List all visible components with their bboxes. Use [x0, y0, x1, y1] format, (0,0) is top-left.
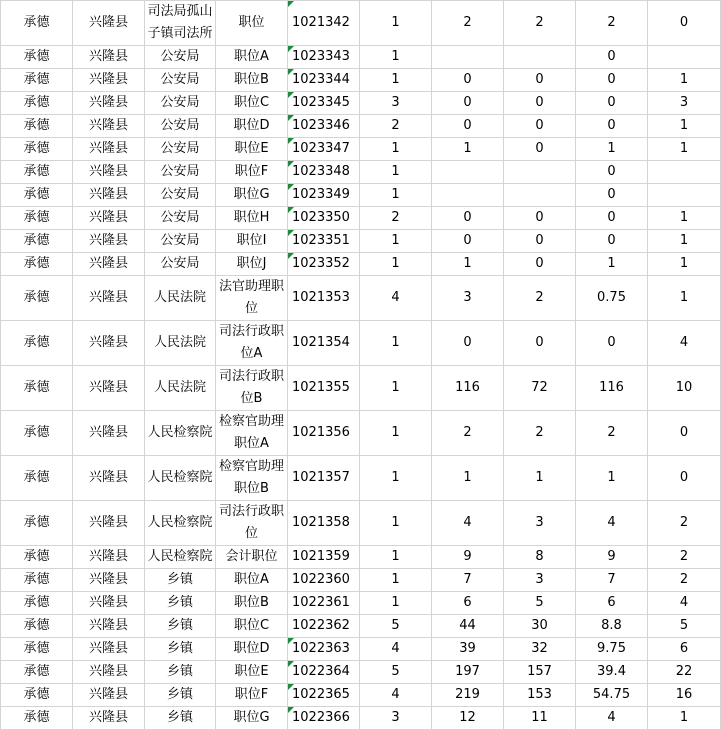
unit-cell[interactable]: 人民法院	[145, 321, 216, 366]
applicants-cell[interactable]: 2	[432, 1, 504, 46]
applicants-cell[interactable]: 1	[432, 456, 504, 501]
ratio-cell[interactable]: 0	[576, 230, 648, 253]
other-count-cell[interactable]: 1	[648, 707, 721, 730]
position-cell[interactable]: 职位A	[216, 569, 288, 592]
other-count-cell[interactable]	[648, 184, 721, 207]
county-cell[interactable]: 兴隆县	[73, 569, 145, 592]
county-cell[interactable]: 兴隆县	[73, 638, 145, 661]
county-cell[interactable]: 兴隆县	[73, 321, 145, 366]
other-count-cell[interactable]	[648, 46, 721, 69]
plan-count-cell[interactable]: 1	[360, 321, 432, 366]
county-cell[interactable]: 兴隆县	[73, 1, 145, 46]
city-cell[interactable]: 承德	[1, 661, 73, 684]
approved-cell[interactable]: 0	[504, 253, 576, 276]
applicants-cell[interactable]: 219	[432, 684, 504, 707]
ratio-cell[interactable]: 4	[576, 707, 648, 730]
city-cell[interactable]: 承德	[1, 592, 73, 615]
approved-cell[interactable]: 11	[504, 707, 576, 730]
code-cell[interactable]: 1021353	[288, 276, 360, 321]
applicants-cell[interactable]: 0	[432, 92, 504, 115]
approved-cell[interactable]: 0	[504, 138, 576, 161]
unit-cell[interactable]: 公安局	[145, 230, 216, 253]
approved-cell[interactable]: 1	[504, 456, 576, 501]
position-cell[interactable]: 职位D	[216, 638, 288, 661]
table-row[interactable]	[1, 707, 721, 730]
county-cell[interactable]: 兴隆县	[73, 615, 145, 638]
city-cell[interactable]: 承德	[1, 707, 73, 730]
plan-count-cell[interactable]: 1	[360, 366, 432, 411]
county-cell[interactable]: 兴隆县	[73, 161, 145, 184]
table-row[interactable]	[1, 684, 721, 707]
county-cell[interactable]: 兴隆县	[73, 115, 145, 138]
unit-cell[interactable]: 公安局	[145, 138, 216, 161]
code-cell[interactable]: 1022363	[288, 638, 360, 661]
city-cell[interactable]: 承德	[1, 92, 73, 115]
ratio-cell[interactable]: 9.75	[576, 638, 648, 661]
position-cell[interactable]: 职位F	[216, 161, 288, 184]
ratio-cell[interactable]: 0	[576, 207, 648, 230]
city-cell[interactable]: 承德	[1, 501, 73, 546]
other-count-cell[interactable]: 4	[648, 321, 721, 366]
plan-count-cell[interactable]: 1	[360, 411, 432, 456]
code-cell[interactable]: 1023348	[288, 161, 360, 184]
plan-count-cell[interactable]: 1	[360, 1, 432, 46]
city-cell[interactable]: 承德	[1, 569, 73, 592]
code-cell[interactable]: 1021358	[288, 501, 360, 546]
applicants-cell[interactable]: 4	[432, 501, 504, 546]
table-row[interactable]	[1, 46, 721, 69]
ratio-cell[interactable]: 54.75	[576, 684, 648, 707]
city-cell[interactable]: 承德	[1, 184, 73, 207]
other-count-cell[interactable]: 2	[648, 569, 721, 592]
applicants-cell[interactable]: 0	[432, 115, 504, 138]
table-row[interactable]	[1, 276, 721, 321]
other-count-cell[interactable]: 10	[648, 366, 721, 411]
unit-cell[interactable]: 公安局	[145, 46, 216, 69]
code-cell[interactable]: 1022361	[288, 592, 360, 615]
table-row[interactable]	[1, 69, 721, 92]
city-cell[interactable]: 承德	[1, 253, 73, 276]
ratio-cell[interactable]: 9	[576, 546, 648, 569]
plan-count-cell[interactable]: 2	[360, 207, 432, 230]
county-cell[interactable]: 兴隆县	[73, 411, 145, 456]
unit-cell[interactable]: 乡镇	[145, 707, 216, 730]
other-count-cell[interactable]: 1	[648, 138, 721, 161]
code-cell[interactable]: 1023349	[288, 184, 360, 207]
code-cell[interactable]: 1021342	[288, 1, 360, 46]
position-cell[interactable]: 职位F	[216, 684, 288, 707]
code-cell[interactable]: 1023345	[288, 92, 360, 115]
position-cell[interactable]: 职位B	[216, 69, 288, 92]
ratio-cell[interactable]: 0	[576, 161, 648, 184]
applicants-cell[interactable]: 2	[432, 411, 504, 456]
ratio-cell[interactable]: 8.8	[576, 615, 648, 638]
ratio-cell[interactable]: 0	[576, 46, 648, 69]
other-count-cell[interactable]: 5	[648, 615, 721, 638]
unit-cell[interactable]: 公安局	[145, 184, 216, 207]
plan-count-cell[interactable]: 4	[360, 684, 432, 707]
other-count-cell[interactable]: 0	[648, 411, 721, 456]
approved-cell[interactable]: 8	[504, 546, 576, 569]
unit-cell[interactable]: 乡镇	[145, 638, 216, 661]
county-cell[interactable]: 兴隆县	[73, 230, 145, 253]
plan-count-cell[interactable]: 1	[360, 569, 432, 592]
code-cell[interactable]: 1021354	[288, 321, 360, 366]
applicants-cell[interactable]: 44	[432, 615, 504, 638]
code-cell[interactable]: 1023352	[288, 253, 360, 276]
approved-cell[interactable]: 2	[504, 276, 576, 321]
position-cell[interactable]: 职位H	[216, 207, 288, 230]
applicants-cell[interactable]: 12	[432, 707, 504, 730]
position-cell[interactable]: 职位B	[216, 592, 288, 615]
ratio-cell[interactable]: 39.4	[576, 661, 648, 684]
applicants-cell[interactable]: 0	[432, 69, 504, 92]
code-cell[interactable]: 1022360	[288, 569, 360, 592]
approved-cell[interactable]: 72	[504, 366, 576, 411]
applicants-cell[interactable]: 197	[432, 661, 504, 684]
code-cell[interactable]: 1023343	[288, 46, 360, 69]
approved-cell[interactable]: 2	[504, 1, 576, 46]
table-row[interactable]	[1, 115, 721, 138]
unit-cell[interactable]: 人民检察院	[145, 501, 216, 546]
county-cell[interactable]: 兴隆县	[73, 253, 145, 276]
other-count-cell[interactable]: 1	[648, 253, 721, 276]
approved-cell[interactable]: 30	[504, 615, 576, 638]
county-cell[interactable]: 兴隆县	[73, 456, 145, 501]
plan-count-cell[interactable]: 3	[360, 707, 432, 730]
applicants-cell[interactable]	[432, 161, 504, 184]
city-cell[interactable]: 承德	[1, 69, 73, 92]
applicants-cell[interactable]: 3	[432, 276, 504, 321]
city-cell[interactable]: 承德	[1, 638, 73, 661]
approved-cell[interactable]: 0	[504, 115, 576, 138]
county-cell[interactable]: 兴隆县	[73, 69, 145, 92]
applicants-cell[interactable]: 116	[432, 366, 504, 411]
plan-count-cell[interactable]: 1	[360, 592, 432, 615]
applicants-cell[interactable]: 0	[432, 230, 504, 253]
plan-count-cell[interactable]: 1	[360, 138, 432, 161]
table-row[interactable]	[1, 184, 721, 207]
ratio-cell[interactable]: 7	[576, 569, 648, 592]
city-cell[interactable]: 承德	[1, 46, 73, 69]
table-row[interactable]	[1, 638, 721, 661]
plan-count-cell[interactable]: 1	[360, 501, 432, 546]
plan-count-cell[interactable]: 4	[360, 638, 432, 661]
position-cell[interactable]: 司法行政职位A	[216, 321, 288, 366]
other-count-cell[interactable]: 4	[648, 592, 721, 615]
applicants-cell[interactable]: 0	[432, 207, 504, 230]
other-count-cell[interactable]: 1	[648, 276, 721, 321]
ratio-cell[interactable]: 0	[576, 184, 648, 207]
position-cell[interactable]: 职位E	[216, 138, 288, 161]
table-row[interactable]	[1, 411, 721, 456]
approved-cell[interactable]: 3	[504, 501, 576, 546]
approved-cell[interactable]: 0	[504, 92, 576, 115]
county-cell[interactable]: 兴隆县	[73, 684, 145, 707]
applicants-cell[interactable]: 6	[432, 592, 504, 615]
unit-cell[interactable]: 乡镇	[145, 615, 216, 638]
other-count-cell[interactable]: 16	[648, 684, 721, 707]
city-cell[interactable]: 承德	[1, 276, 73, 321]
code-cell[interactable]: 1021359	[288, 546, 360, 569]
position-cell[interactable]: 职位E	[216, 661, 288, 684]
other-count-cell[interactable]: 1	[648, 230, 721, 253]
approved-cell[interactable]	[504, 184, 576, 207]
applicants-cell[interactable]: 1	[432, 253, 504, 276]
unit-cell[interactable]: 乡镇	[145, 684, 216, 707]
city-cell[interactable]: 承德	[1, 230, 73, 253]
table-row[interactable]	[1, 615, 721, 638]
position-cell[interactable]: 职位C	[216, 92, 288, 115]
city-cell[interactable]: 承德	[1, 546, 73, 569]
ratio-cell[interactable]: 1	[576, 138, 648, 161]
table-body	[1, 1, 721, 730]
city-cell[interactable]: 承德	[1, 161, 73, 184]
ratio-cell[interactable]: 0	[576, 115, 648, 138]
city-cell[interactable]: 承德	[1, 115, 73, 138]
code-cell[interactable]: 1021356	[288, 411, 360, 456]
ratio-cell[interactable]: 6	[576, 592, 648, 615]
approved-cell[interactable]: 2	[504, 411, 576, 456]
ratio-cell[interactable]: 116	[576, 366, 648, 411]
other-count-cell[interactable]: 1	[648, 207, 721, 230]
unit-cell[interactable]: 人民检察院	[145, 411, 216, 456]
code-cell[interactable]: 1021357	[288, 456, 360, 501]
other-count-cell[interactable]: 3	[648, 92, 721, 115]
table-row[interactable]	[1, 546, 721, 569]
city-cell[interactable]: 承德	[1, 615, 73, 638]
code-cell[interactable]: 1022362	[288, 615, 360, 638]
table-row[interactable]	[1, 569, 721, 592]
other-count-cell[interactable]: 1	[648, 69, 721, 92]
table-row[interactable]	[1, 138, 721, 161]
unit-cell[interactable]: 人民法院	[145, 276, 216, 321]
city-cell[interactable]: 承德	[1, 138, 73, 161]
unit-cell[interactable]: 乡镇	[145, 661, 216, 684]
unit-cell[interactable]: 公安局	[145, 161, 216, 184]
city-cell[interactable]: 承德	[1, 366, 73, 411]
table-row[interactable]	[1, 1, 721, 46]
position-cell[interactable]: 职位	[216, 1, 288, 46]
plan-count-cell[interactable]: 3	[360, 92, 432, 115]
position-cell[interactable]: 法官助理职位	[216, 276, 288, 321]
code-cell[interactable]: 1023351	[288, 230, 360, 253]
county-cell[interactable]: 兴隆县	[73, 501, 145, 546]
approved-cell[interactable]: 5	[504, 592, 576, 615]
plan-count-cell[interactable]: 1	[360, 184, 432, 207]
code-cell[interactable]: 1023347	[288, 138, 360, 161]
ratio-cell[interactable]: 1	[576, 456, 648, 501]
unit-cell[interactable]: 乡镇	[145, 569, 216, 592]
applicants-cell[interactable]: 1	[432, 138, 504, 161]
table-row[interactable]	[1, 661, 721, 684]
other-count-cell[interactable]	[648, 161, 721, 184]
county-cell[interactable]: 兴隆县	[73, 592, 145, 615]
applicants-cell[interactable]: 7	[432, 569, 504, 592]
county-cell[interactable]: 兴隆县	[73, 184, 145, 207]
applicants-cell[interactable]: 0	[432, 321, 504, 366]
plan-count-cell[interactable]: 1	[360, 456, 432, 501]
unit-cell[interactable]: 公安局	[145, 207, 216, 230]
position-cell[interactable]: 职位G	[216, 707, 288, 730]
position-cell[interactable]: 职位I	[216, 230, 288, 253]
approved-cell[interactable]: 157	[504, 661, 576, 684]
position-cell[interactable]: 职位G	[216, 184, 288, 207]
ratio-cell[interactable]: 1	[576, 253, 648, 276]
ratio-cell[interactable]: 0	[576, 69, 648, 92]
approved-cell[interactable]: 0	[504, 230, 576, 253]
other-count-cell[interactable]: 0	[648, 1, 721, 46]
table-row[interactable]	[1, 366, 721, 411]
unit-cell[interactable]: 乡镇	[145, 592, 216, 615]
code-cell[interactable]: 1023350	[288, 207, 360, 230]
county-cell[interactable]: 兴隆县	[73, 661, 145, 684]
city-cell[interactable]: 承德	[1, 207, 73, 230]
position-cell[interactable]: 检察官助理职位A	[216, 411, 288, 456]
unit-cell[interactable]: 人民检察院	[145, 546, 216, 569]
approved-cell[interactable]: 0	[504, 69, 576, 92]
other-count-cell[interactable]: 6	[648, 638, 721, 661]
plan-count-cell[interactable]: 2	[360, 115, 432, 138]
approved-cell[interactable]: 0	[504, 207, 576, 230]
approved-cell[interactable]	[504, 161, 576, 184]
plan-count-cell[interactable]: 1	[360, 230, 432, 253]
table-row[interactable]	[1, 321, 721, 366]
plan-count-cell[interactable]: 1	[360, 161, 432, 184]
county-cell[interactable]: 兴隆县	[73, 207, 145, 230]
unit-cell[interactable]: 人民检察院	[145, 456, 216, 501]
city-cell[interactable]: 承德	[1, 684, 73, 707]
table-row[interactable]	[1, 592, 721, 615]
ratio-cell[interactable]: 0.75	[576, 276, 648, 321]
code-cell[interactable]: 1021355	[288, 366, 360, 411]
ratio-cell[interactable]: 0	[576, 321, 648, 366]
table-row[interactable]	[1, 456, 721, 501]
unit-cell[interactable]: 公安局	[145, 69, 216, 92]
city-cell[interactable]: 承德	[1, 1, 73, 46]
table-row[interactable]	[1, 92, 721, 115]
ratio-cell[interactable]: 2	[576, 1, 648, 46]
unit-cell[interactable]: 公安局	[145, 253, 216, 276]
position-cell[interactable]: 检察官助理职位B	[216, 456, 288, 501]
approved-cell[interactable]: 153	[504, 684, 576, 707]
other-count-cell[interactable]: 1	[648, 115, 721, 138]
position-cell[interactable]: 司法行政职位B	[216, 366, 288, 411]
other-count-cell[interactable]: 2	[648, 501, 721, 546]
unit-cell[interactable]: 公安局	[145, 92, 216, 115]
plan-count-cell[interactable]: 1	[360, 69, 432, 92]
table-row[interactable]	[1, 230, 721, 253]
county-cell[interactable]: 兴隆县	[73, 366, 145, 411]
other-count-cell[interactable]: 22	[648, 661, 721, 684]
code-cell[interactable]: 1022366	[288, 707, 360, 730]
plan-count-cell[interactable]: 1	[360, 46, 432, 69]
code-cell[interactable]: 1022364	[288, 661, 360, 684]
county-cell[interactable]: 兴隆县	[73, 276, 145, 321]
table-row[interactable]	[1, 253, 721, 276]
city-cell[interactable]: 承德	[1, 456, 73, 501]
applicants-cell[interactable]	[432, 46, 504, 69]
unit-cell[interactable]: 司法局孤山子镇司法所	[145, 1, 216, 46]
position-cell[interactable]: 职位J	[216, 253, 288, 276]
position-cell[interactable]: 职位C	[216, 615, 288, 638]
unit-cell[interactable]: 公安局	[145, 115, 216, 138]
applicants-cell[interactable]: 9	[432, 546, 504, 569]
code-cell[interactable]: 1022365	[288, 684, 360, 707]
approved-cell[interactable]: 32	[504, 638, 576, 661]
unit-cell[interactable]: 人民法院	[145, 366, 216, 411]
plan-count-cell[interactable]: 1	[360, 546, 432, 569]
plan-count-cell[interactable]: 5	[360, 615, 432, 638]
other-count-cell[interactable]: 0	[648, 456, 721, 501]
plan-count-cell[interactable]: 4	[360, 276, 432, 321]
table-row[interactable]	[1, 501, 721, 546]
ratio-cell[interactable]: 4	[576, 501, 648, 546]
table-row[interactable]	[1, 161, 721, 184]
county-cell[interactable]: 兴隆县	[73, 92, 145, 115]
plan-count-cell[interactable]: 1	[360, 253, 432, 276]
city-cell[interactable]: 承德	[1, 411, 73, 456]
county-cell[interactable]: 兴隆县	[73, 138, 145, 161]
code-cell[interactable]: 1023346	[288, 115, 360, 138]
city-cell[interactable]: 承德	[1, 321, 73, 366]
approved-cell[interactable]: 0	[504, 321, 576, 366]
position-cell[interactable]: 司法行政职位	[216, 501, 288, 546]
county-cell[interactable]: 兴隆县	[73, 707, 145, 730]
plan-count-cell[interactable]: 5	[360, 661, 432, 684]
applicants-cell[interactable]: 39	[432, 638, 504, 661]
table-row[interactable]	[1, 207, 721, 230]
ratio-cell[interactable]: 2	[576, 411, 648, 456]
applicants-cell[interactable]	[432, 184, 504, 207]
county-cell[interactable]: 兴隆县	[73, 546, 145, 569]
ratio-cell[interactable]: 0	[576, 92, 648, 115]
position-cell[interactable]: 职位D	[216, 115, 288, 138]
position-cell[interactable]: 会计职位	[216, 546, 288, 569]
position-cell[interactable]: 职位A	[216, 46, 288, 69]
county-cell[interactable]: 兴隆县	[73, 46, 145, 69]
other-count-cell[interactable]: 2	[648, 546, 721, 569]
code-cell[interactable]: 1023344	[288, 69, 360, 92]
approved-cell[interactable]: 3	[504, 569, 576, 592]
approved-cell[interactable]	[504, 46, 576, 69]
